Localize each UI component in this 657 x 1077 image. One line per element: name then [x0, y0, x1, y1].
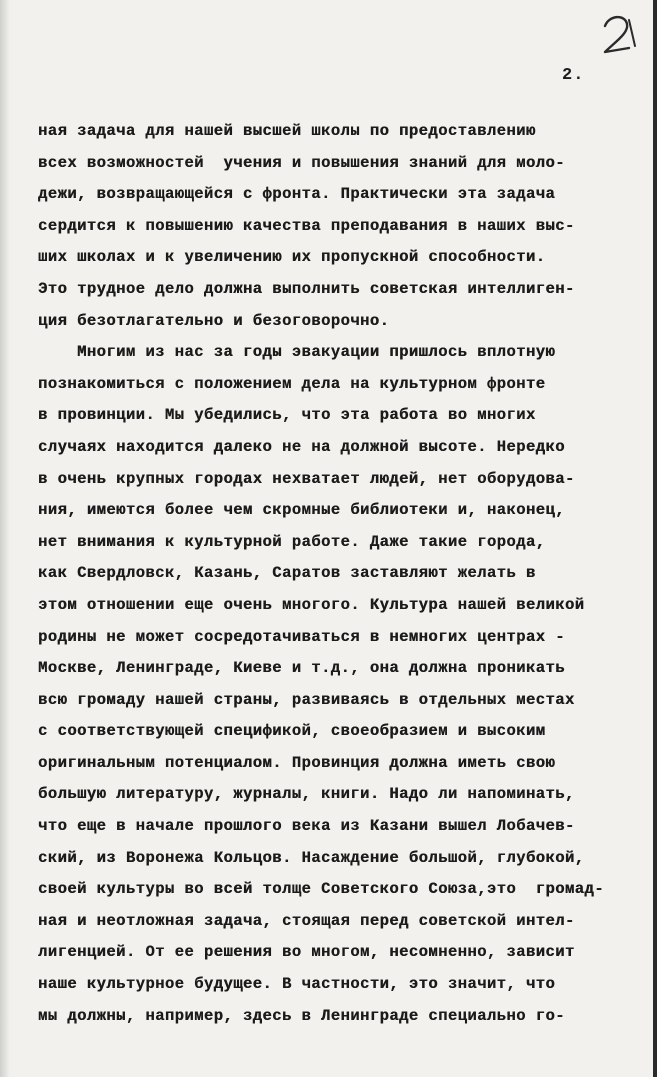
text-line: всю громаду нашей страны, развиваясь в отдельных местах	[38, 690, 575, 709]
text-line: мы должны, например, здесь в Ленинграде специально го-	[38, 1006, 565, 1025]
text-line: оригинальным потенциалом. Провинция должна иметь свою	[38, 753, 556, 772]
text-line: дежи, возвращающейся с фронта. Практически эта задача	[38, 185, 556, 204]
text-line: ция безотлагательно и безоговорочно.	[38, 311, 390, 330]
text-line: родины не может сосредотачиваться в немногих центрах -	[38, 627, 565, 646]
text-line: своей культуры во всей толще Советского Союза,это громад-	[38, 880, 604, 899]
page-number: 2.	[562, 66, 585, 85]
text-line: нет внимания к культурной работе. Даже такие города,	[38, 532, 546, 551]
text-line: ский, из Воронежа Кольцов. Насаждение большой, глубокой,	[38, 848, 585, 867]
text-line: как Свердловск, Казань, Саратов заставляют желать в	[38, 564, 536, 583]
text-line: сердится к повышению качества преподавания в наших выс-	[38, 216, 575, 235]
text-line: этом отношении еще очень многого. Культура нашей великой	[38, 595, 585, 614]
text-line: Это трудное дело должна выполнить советская интеллиген-	[38, 279, 575, 298]
text-line: случаях находится далеко не на должной высоте. Нередко	[38, 437, 565, 456]
text-line: познакомиться с положением дела на культурном фронте	[38, 374, 546, 393]
text-line: ная задача для нашей высшей школы по предоставлению	[38, 122, 536, 140]
text-line: с соответствующей спецификой, своеобразием и высоким	[38, 722, 546, 741]
text-line: большую литературу, журналы, книги. Надо ли напоминать,	[38, 785, 575, 804]
text-line: ших школах и к увеличению их пропускной способности.	[38, 248, 546, 267]
text-line: всех возможностей учения и повышения знаний для моло-	[38, 153, 565, 172]
text-line: Многим из нас за годы эвакуации пришлось вплотную	[38, 343, 556, 362]
scan-right-border	[653, 0, 657, 1077]
handwritten-page-mark	[599, 12, 639, 58]
text-line: Москве, Ленинграде, Киеве и т.д., она должна проникать	[38, 659, 565, 678]
text-line: лигенцией. От ее решения во многом, несомненно, зависит	[38, 943, 575, 962]
text-line: ная и неотложная задача, стоящая перед советской интел-	[38, 911, 575, 930]
text-line: наше культурное будущее. В частности, это значит, что	[38, 975, 556, 994]
text-line: в очень крупных городах нехватает людей, нет оборудова-	[38, 469, 575, 488]
text-line: что еще в начале прошлого века из Казани вышел Лобачев-	[38, 817, 575, 836]
text-line: ния, имеются более чем скромные библиотеки и, наконец,	[38, 501, 565, 520]
text-line: в провинции. Мы убедились, что эта работа во многих	[38, 406, 536, 425]
scan-edge-shadow	[0, 0, 10, 1077]
typewritten-body	[38, 116, 638, 1032]
